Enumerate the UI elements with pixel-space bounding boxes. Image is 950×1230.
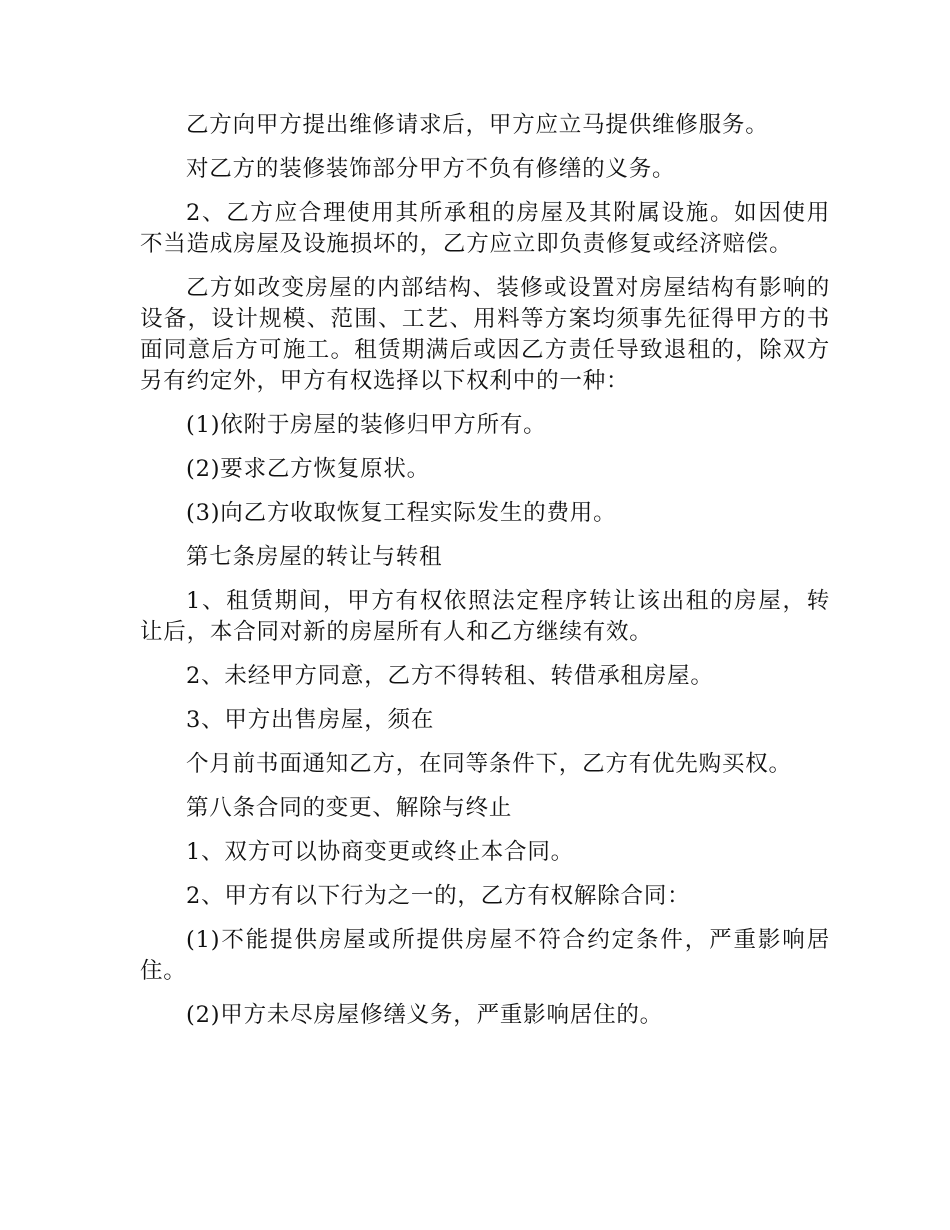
paragraph-priority-purchase: 个月前书面通知乙方，在同等条件下，乙方有优先购买权。	[186, 751, 792, 777]
paragraph-termination-conditions: 2、甲方有以下行为之一的，乙方有权解除合同：	[186, 883, 691, 909]
section-heading-article-8: 第八条合同的变更、解除与终止	[186, 795, 513, 821]
paragraph-no-sublet: 2、未经甲方同意，乙方不得转租、转借承租房屋。	[186, 663, 714, 689]
paragraph-option-1: (1)依附于房屋的装修归甲方所有。	[186, 412, 547, 438]
paragraph-option-2: (2)要求乙方恢复原状。	[186, 456, 430, 482]
paragraph-sale-notice: 3、甲方出售房屋，须在	[186, 707, 435, 733]
paragraph-condition-2: (2)甲方未尽房屋修缮义务，严重影响居住的。	[186, 1002, 663, 1028]
paragraph-option-3: (3)向乙方收取恢复工程实际发生的费用。	[186, 500, 617, 526]
paragraph-structure-change: 乙方如改变房屋的内部结构、装修或设置对房屋结构有影响的设备，设计规模、范围、工艺、用料等方案均须事先征得甲方的书面同意后方可施工。租赁期满后或因乙方责任导致退租的，除双方另有约定外，甲方有权选择以下权利中的一种：	[140, 275, 830, 394]
document-body	[140, 110, 830, 1044]
paragraph-negotiate-change: 1、双方可以协商变更或终止本合同。	[186, 839, 574, 865]
paragraph-condition-1: (1)不能提供房屋或所提供房屋不符合约定条件，严重影响居住。	[140, 927, 830, 984]
paragraph-repair-request: 乙方向甲方提出维修请求后，甲方应立马提供维修服务。	[186, 112, 769, 138]
paragraph-proper-use: 2、乙方应合理使用其所承租的房屋及其附属设施。如因使用不当造成房屋及设施损坏的，乙方应立即负责修复或经济赔偿。	[140, 200, 830, 257]
paragraph-transfer: 1、租赁期间，甲方有权依照法定程序转让该出租的房屋，转让后，本合同对新的房屋所有人和乙方继续有效。	[140, 588, 830, 645]
paragraph-decoration-no-repair: 对乙方的装修装饰部分甲方不负有修缮的义务。	[186, 156, 676, 182]
section-heading-article-7: 第七条房屋的转让与转租	[186, 544, 443, 570]
